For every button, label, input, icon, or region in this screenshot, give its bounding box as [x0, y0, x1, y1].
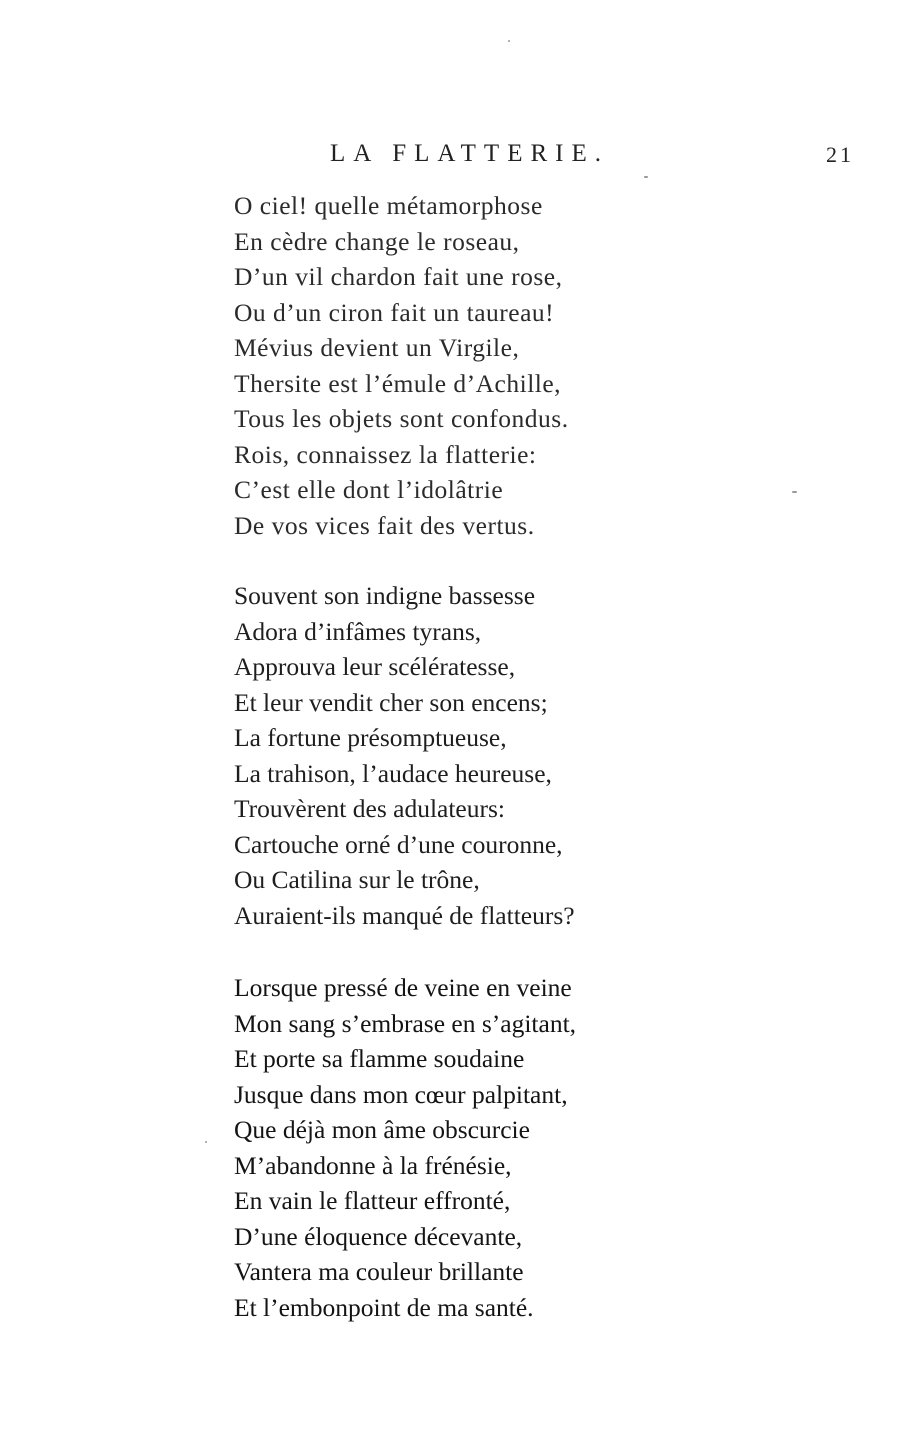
verse-line: Et leur vendit cher son encens;	[234, 687, 548, 717]
verse-line: Tous les objets sont confondus.	[234, 404, 569, 433]
verse-line: De vos vices fait des vertus.	[234, 510, 535, 540]
verse-line: C’est elle dont l’idolâtrie	[234, 475, 504, 504]
verse-line: D’une éloquence décevante,	[234, 1221, 523, 1251]
verse-line: Adora d’infâmes tyrans,	[234, 616, 482, 646]
verse-line: Et l’embonpoint de ma santé.	[234, 1292, 534, 1322]
verse-line: Que déjà mon âme obscurcie	[234, 1115, 530, 1144]
verse-line: La fortune présomptueuse,	[234, 723, 507, 752]
verse-line: Ou Catilina sur le trône,	[234, 865, 480, 894]
verse-line: Mon sang s’embrase en s’agitant,	[234, 1008, 577, 1038]
verse-line: Ou d’un ciron fait un taureau!	[234, 297, 555, 327]
verse-line: La trahison, l’audace heureuse,	[234, 758, 552, 788]
paper-speck	[792, 491, 797, 493]
verse-line: Mévius devient un Virgile,	[234, 333, 520, 362]
verse-line: Trouvèrent des adulateurs:	[234, 794, 505, 823]
verse-line: Et porte sa flamme soudaine	[234, 1044, 525, 1073]
stanza-2	[234, 578, 664, 933]
paper-speck	[205, 1141, 207, 1143]
verse-line: Auraient-ils manqué de flatteurs?	[234, 900, 575, 930]
verse-line: O ciel! quelle métamorphose	[234, 191, 543, 220]
verse-line: Cartouche orné d’une couronne,	[234, 829, 563, 859]
verse-line: D’un vil chardon fait une rose,	[234, 262, 563, 291]
page-number: 21	[826, 142, 854, 167]
verse-line: Lorsque pressé de veine en veine	[234, 973, 572, 1002]
running-title: LA FLATTERIE.	[330, 140, 609, 167]
stanza-3	[234, 970, 664, 1325]
verse-line: Approuva leur scélératesse,	[234, 652, 516, 681]
verse-line: Thersite est l’émule d’Achille,	[234, 368, 562, 398]
verse-line: En vain le flatteur effronté,	[234, 1186, 511, 1215]
running-head	[0, 140, 900, 174]
stanza-1	[234, 188, 664, 543]
paper-speck	[644, 176, 648, 178]
verse-line: Jusque dans mon cœur palpitant,	[234, 1079, 568, 1109]
paper-speck	[508, 40, 510, 42]
verse-line: Vantera ma couleur brillante	[234, 1257, 524, 1286]
verse-line: M’abandonne à la frénésie,	[234, 1150, 512, 1180]
verse-line: En cèdre change le roseau,	[234, 226, 520, 256]
verse-line: Souvent son indigne bassesse	[234, 581, 536, 610]
verse-line: Rois, connaissez la flatterie:	[234, 439, 537, 469]
